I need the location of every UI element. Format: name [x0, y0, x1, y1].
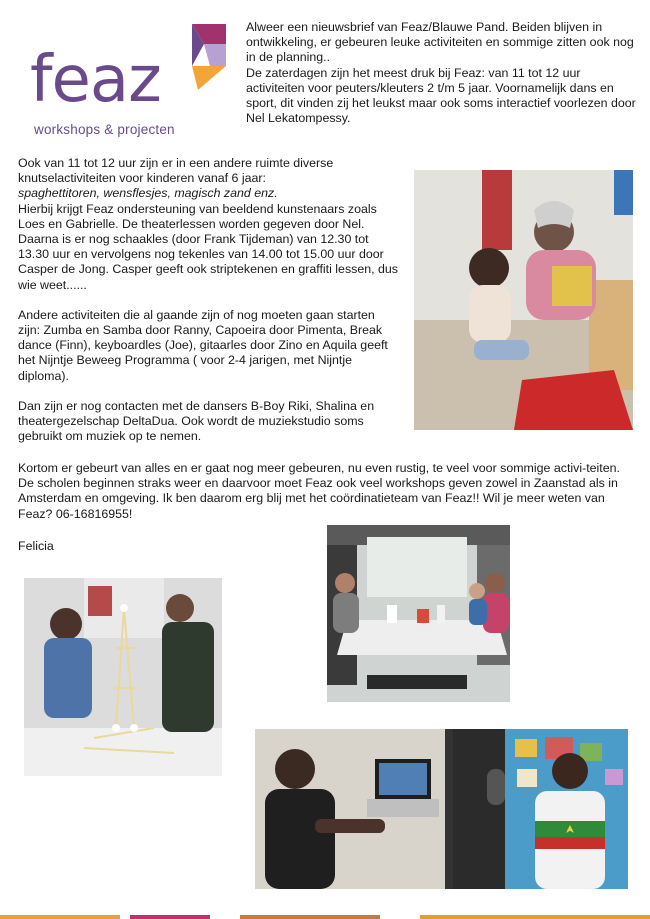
body-p1-line2: knutselactiviteiten voor kinderen vanaf 6 jaar: — [18, 171, 266, 186]
feaz-logo — [30, 22, 230, 142]
bottom-strip-mid2 — [240, 915, 380, 919]
bottom-strip-mid — [130, 915, 210, 919]
body-paragraph-3: Andere activiteiten die al gaande zijn of nog moeten gaan starten zijn: Zumba en Samba door Ranny, Capoeira door Pimenta, Break dance (Finn), keyboardles (Joe), gitaarles door Zino en Aquila geeft het Nijntje Beweeg Programma ( voor 2-4 jarigen, met Nijntje diploma). — [18, 307, 388, 383]
intro-paragraph-1: Alweer een nieuwsbrief van Feaz/Blauwe Pand. Beiden blijven in ontwikkeling, er gebeuren leuke activiteiten en sommige zitten ook nog in de planning.. — [246, 20, 634, 65]
logo-tagline: workshops & projecten — [34, 122, 175, 137]
logo-mark-icon — [190, 22, 228, 92]
body-paragraph-5-block — [18, 461, 630, 522]
intro-paragraph-2: De zaterdagen zijn het meest druk bij Feaz: van 11 tot 12 uur activiteiten voor peuters/kleuters 2 t/m 5 jaar. Voornamelijk dans en sport, dit vinden zij het leukst maar ook soms interactief voorlezen door Nel Lekatompessy. — [246, 65, 636, 126]
logo-wordmark: feaz — [30, 43, 161, 117]
body-text-column — [18, 156, 400, 444]
bottom-strip-left — [0, 915, 120, 919]
body-p1-rest: Hierbij krijgt Feaz ondersteuning van beeldend kunstenaars zoals Loes en Gabrielle. De theaterlessen worden gegeven door Nel. — [18, 201, 377, 231]
body-paragraph-2: Daarna is er nog schaakles (door Frank Tijdeman) van 12.30 tot 13.30 uur en vervolgens nog tekenles van 14.00 tot 15.00 uur door Casper de Jong. Casper geeft ook striptekenen en graffiti lessen, dus wie weet...... — [18, 232, 398, 292]
signature: Felicia — [18, 539, 54, 553]
photo-craft-table — [327, 525, 510, 702]
body-p1-line1: Ook van 11 tot 12 uur zijn er in een andere ruimte diverse — [18, 156, 334, 170]
intro-text — [246, 20, 636, 126]
body-paragraph-5: Kortom er gebeurt van alles en er gaat nog meer gebeuren, nu even rustig, te veel voor sommige activi-teiten. De scholen beginnen straks weer en daarvoor moet Feaz ook veel workshops geven zowel in Zaanstad als in Amsterdam en omgeving. Ik ben daarom erg blij met het coördinatieteam van Feaz!! Wil je meer weten van Feaz? 06-16816955! — [18, 461, 620, 521]
photo-music-studio — [255, 729, 628, 889]
photo-reading-toddler — [414, 170, 633, 430]
photo-spaghetti-tower — [24, 578, 222, 776]
bottom-strip-right — [420, 915, 650, 919]
body-p1-italic: spaghettitoren, wensflesjes, magisch zand enz. — [18, 186, 278, 201]
body-paragraph-4: Dan zijn er nog contacten met de dansers B-Boy Riki, Shalina en theatergezelschap DeltaDua. Ook wordt de muziekstudio soms gebruikt om muziek op te nemen. — [18, 398, 375, 444]
